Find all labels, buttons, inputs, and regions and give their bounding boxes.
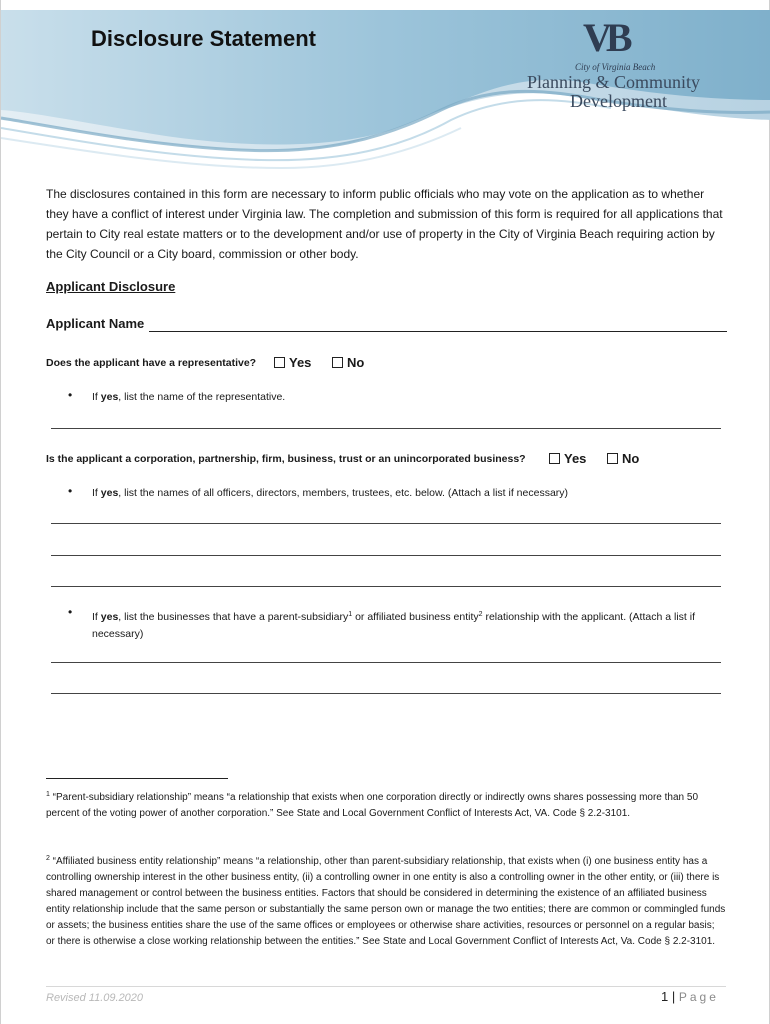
officers-field-1[interactable] [51, 523, 721, 524]
business-no-checkbox[interactable] [607, 451, 639, 466]
logo-department-line1: Planning & Community [527, 72, 701, 92]
footnote-separator [46, 778, 228, 779]
footer-divider [46, 986, 726, 987]
checkbox-icon [549, 453, 560, 464]
no-label: No [347, 355, 365, 370]
representative-name-field[interactable] [51, 428, 721, 429]
intro-paragraph: The disclosures contained in this form are necessary to inform public officials who may vote on the application as to whether they have a conflict of interest under Virginia law. The completion and submission of this form is required for all applications that pertain to City real estate matters or to the development and/or use of property in the City of Virginia Beach requiring action by the City Council or a City board, commission or other body. [46, 187, 723, 261]
document-title: Disclosure Statement [91, 26, 316, 51]
city-logo [521, 15, 711, 118]
officers-instruction: If yes, list the names of all officers, directors, members, trustees, etc. below. (Attach a list if necessary) [92, 487, 569, 499]
business-yes-checkbox[interactable] [549, 451, 586, 466]
vb-logo-mark: VB [583, 15, 627, 60]
no-label: No [622, 451, 640, 466]
representative-question: Does the applicant have a representative? [46, 357, 257, 369]
section-heading: Applicant Disclosure [46, 279, 176, 294]
affiliates-instruction: If yes, list the businesses that have a parent-subsidiary$^1$ or affiliated business entity$^2$ relationship with the applicant. (Attach a list if necessary) [92, 611, 695, 640]
officers-field-3[interactable] [51, 586, 721, 587]
applicant-name-label: Applicant Name [46, 316, 145, 331]
representative-instruction: If yes, list the name of the representative. [92, 391, 286, 403]
footnote-1: $^1$ “Parent-subsidiary relationship” means “a relationship that exists when one corporation directly or indirectly owns shares possessing more than 50 percent of the voting power of another corporation.” See State and Local Government Conflict of Interests Act, VA. Code § 2.2-3101. [46, 791, 699, 819]
representative-no-checkbox[interactable] [332, 355, 364, 370]
checkbox-icon [607, 453, 618, 464]
representative-yes-checkbox[interactable] [274, 355, 311, 370]
footnote-2: $^2$ “Affiliated business entity relationship” means “a relationship, other than parent-subsidiary relationship, that exists when (i) one business entity has a controlling ownership interest in the other business entity, (ii) a controlling owner in one entity is also a controlling owner in the other entity, or (iii) there is shared management or control between the business entities. Factors that should be considered in determining the existence of an affiliated business entity relationship include that the same person or substantially the same person own or manage the two entities; there are common or commingled funds or assets; the business entities share the use of the same offices or employees or otherwise share activities, resources or personnel on a regular basis; or there is otherwise a close working relationship between the entities.” See State and Local Government Conflict of Interests Act, Va. Code § 2.2-3101. [46, 855, 726, 947]
header-banner [1, 0, 770, 175]
page-number: 1 | Page [661, 989, 719, 1004]
checkbox-icon [274, 357, 285, 368]
bullet-icon: • [68, 484, 73, 498]
business-type-question: Is the applicant a corporation, partnership, firm, business, trust or an unincorporated business? [46, 453, 526, 465]
applicant-name-field[interactable] [149, 331, 727, 332]
bullet-icon: • [68, 605, 73, 619]
affiliates-field-1[interactable] [51, 662, 721, 663]
checkbox-icon [332, 357, 343, 368]
yes-label: Yes [289, 355, 312, 370]
officers-field-2[interactable] [51, 555, 721, 556]
revision-date: Revised 11.09.2020 [46, 992, 144, 1004]
logo-department-line2: Development [570, 91, 667, 111]
bullet-icon: • [68, 388, 73, 402]
logo-city-text: City of Virginia Beach [575, 62, 656, 72]
yes-label: Yes [564, 451, 587, 466]
affiliates-field-2[interactable] [51, 693, 721, 694]
